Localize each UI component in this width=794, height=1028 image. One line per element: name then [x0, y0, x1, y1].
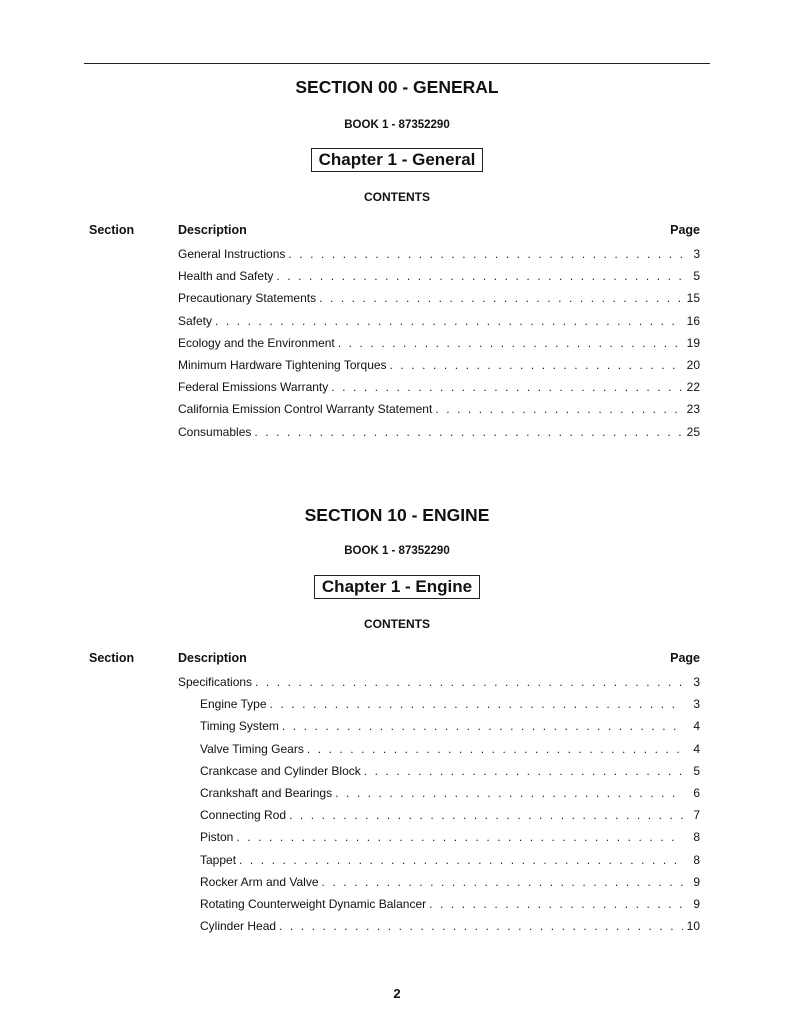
- toc-entry-label: Rocker Arm and Valve: [200, 874, 319, 889]
- dot-leader: [435, 402, 683, 416]
- toc-entry: [178, 289, 700, 305]
- chapter-title: Chapter 1 - General: [311, 148, 484, 172]
- toc-entry-label: Specifications: [178, 675, 253, 689]
- toc-entry-page: 16: [686, 313, 700, 328]
- toc-entry-page: 20: [686, 358, 700, 372]
- dot-leader: [236, 830, 683, 844]
- toc-entry: [178, 267, 700, 283]
- top-rule: [84, 63, 710, 64]
- toc-entry: [178, 312, 700, 328]
- toc-entry-page: 8: [693, 852, 700, 867]
- dot-leader: [319, 291, 683, 305]
- toc-entry-page: 4: [693, 741, 700, 756]
- toc-entry: [178, 356, 700, 372]
- toc-entry-page: 3: [693, 247, 700, 261]
- toc-entry: [200, 851, 700, 867]
- section-title: SECTION 10 - ENGINE: [304, 505, 490, 525]
- column-header-section: Section: [89, 651, 135, 665]
- toc-entry-page: 4: [693, 719, 700, 734]
- toc-entry-page: 6: [693, 786, 700, 800]
- toc-entry-label: Crankcase and Cylinder Block: [200, 763, 361, 778]
- book-number: BOOK 1 - 87352290: [344, 545, 450, 557]
- contents-heading: CONTENTS: [364, 617, 430, 631]
- toc-entry: [178, 334, 700, 350]
- toc-entry-label: Valve Timing Gears: [200, 741, 304, 756]
- toc-entry-page: 25: [686, 424, 700, 439]
- column-header-description: Description: [178, 651, 247, 665]
- toc-entry: [200, 762, 700, 778]
- dot-leader: [282, 719, 683, 733]
- dot-leader: [288, 247, 683, 261]
- toc-entry: [200, 806, 700, 822]
- toc-entry-page: 9: [693, 874, 700, 889]
- toc-entry-label: California Emission Control Warranty Statement: [178, 402, 433, 417]
- toc-entry-page: 3: [693, 675, 700, 689]
- toc-entry-label: Ecology and the Environment: [178, 335, 335, 350]
- book-number: BOOK 1 - 87352290: [344, 119, 450, 131]
- dot-leader: [364, 764, 683, 778]
- toc-entry: [178, 673, 700, 689]
- toc-entry-label: Timing System: [200, 719, 279, 734]
- toc-entry: [200, 740, 700, 756]
- toc-entry-page: 19: [686, 335, 700, 350]
- dot-leader: [335, 786, 683, 800]
- toc-entry-label: Engine Type: [200, 697, 267, 712]
- column-header-page: Page: [670, 651, 700, 665]
- toc-entry-label: Consumables: [178, 424, 252, 439]
- toc-entry-page: 7: [693, 808, 700, 823]
- dot-leader: [322, 875, 684, 889]
- toc-entry-label: Safety: [178, 313, 213, 328]
- toc-entry: [200, 717, 700, 733]
- dot-leader: [307, 742, 683, 756]
- toc-entry: [178, 245, 700, 261]
- toc-entry-page: 5: [693, 763, 700, 778]
- dot-leader: [276, 269, 683, 283]
- toc-entry-label: Minimum Hardware Tightening Torques: [178, 358, 387, 372]
- dot-leader: [289, 808, 683, 822]
- toc-entry-page: 10: [686, 919, 700, 934]
- toc-entry: [200, 828, 700, 844]
- toc-entry-label: Tappet: [200, 852, 237, 867]
- column-header-description: Description: [178, 223, 247, 237]
- column-header-page: Page: [670, 223, 700, 237]
- toc-entry: [200, 784, 700, 800]
- dot-leader: [279, 919, 683, 933]
- dot-leader: [331, 380, 683, 394]
- toc-entry-page: 9: [693, 897, 700, 911]
- column-header-section: Section: [89, 223, 135, 237]
- dot-leader: [390, 358, 683, 372]
- toc-entry: [178, 400, 700, 416]
- chapter-title-wrap: [0, 148, 794, 172]
- toc-entry-page: 22: [686, 380, 700, 395]
- dot-leader: [254, 425, 683, 439]
- toc-entry-label: General Instructions: [178, 247, 286, 261]
- toc-entry-label: Federal Emissions Warranty: [178, 380, 329, 395]
- dot-leader: [338, 336, 683, 350]
- contents-heading: CONTENTS: [364, 190, 430, 204]
- chapter-title-wrap: [0, 575, 794, 599]
- toc-entry-label: Health and Safety: [178, 269, 274, 284]
- toc-entry-label: Piston: [200, 830, 234, 845]
- toc-entry: [200, 917, 700, 933]
- toc-entry-page: 5: [693, 269, 700, 284]
- toc-entry-label: Precautionary Statements: [178, 291, 317, 306]
- dot-leader: [429, 897, 683, 911]
- dot-leader: [215, 314, 683, 328]
- dot-leader: [255, 675, 683, 689]
- toc-entry-label: Cylinder Head: [200, 919, 277, 934]
- toc-entry-page: 23: [686, 402, 700, 417]
- page-number: 2: [393, 986, 401, 1001]
- toc-entry-page: 8: [693, 830, 700, 845]
- toc-entry-page: 15: [686, 291, 700, 306]
- toc-entry: [178, 423, 700, 439]
- section-title: SECTION 00 - GENERAL: [295, 77, 499, 97]
- chapter-title: Chapter 1 - Engine: [314, 575, 480, 599]
- toc-entry: [178, 378, 700, 394]
- toc-entry: [200, 895, 700, 911]
- toc-entry: [200, 695, 700, 711]
- toc-entry-label: Crankshaft and Bearings: [200, 786, 333, 800]
- dot-leader: [270, 697, 684, 711]
- toc-entry-label: Connecting Rod: [200, 808, 287, 823]
- toc-entry-label: Rotating Counterweight Dynamic Balancer: [200, 897, 427, 911]
- dot-leader: [239, 853, 683, 867]
- toc-entry-page: 3: [693, 697, 700, 712]
- toc-entry: [200, 873, 700, 889]
